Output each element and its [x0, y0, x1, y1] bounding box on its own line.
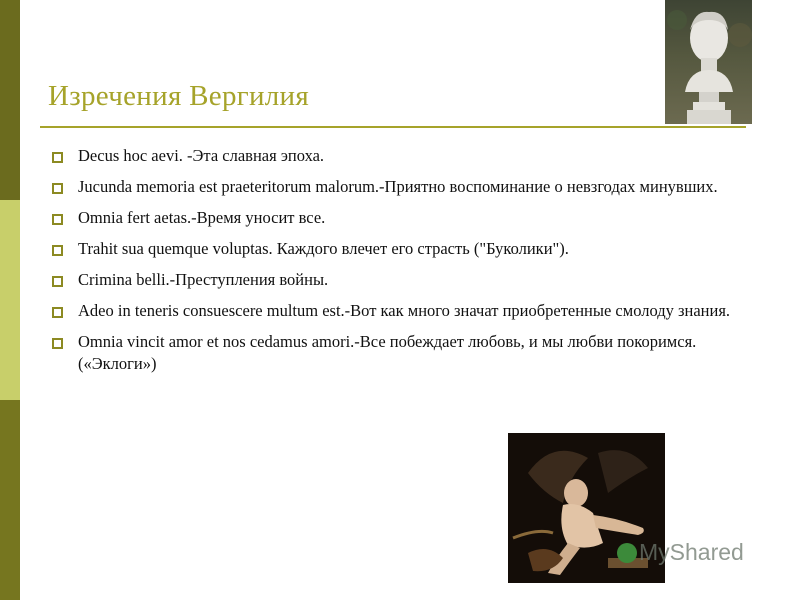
myshared-watermark: MyShared [617, 539, 744, 566]
square-bullet-icon [52, 152, 63, 163]
bullet-list [50, 145, 750, 384]
side-bar-top [0, 0, 20, 200]
list-item: Trahit sua quemque voluptas. Каждого влечет его страсть ("Буколики"). [50, 238, 750, 260]
side-bar-middle [0, 200, 20, 400]
square-bullet-icon [52, 307, 63, 318]
virgil-bust-image [665, 0, 752, 124]
square-bullet-icon [52, 245, 63, 256]
list-item: Decus hoc aevi. -Эта славная эпоха. [50, 145, 750, 167]
list-item: Omnia vincit amor et nos cedamus amori.-Все побеждает любовь, и мы любви покоримся.(«Эклоги») [50, 331, 750, 375]
list-item: Jucunda memoria est praeteritorum malorum.-Приятно воспоминание о невзгодах минувших. [50, 176, 750, 198]
square-bullet-icon [52, 276, 63, 287]
title-divider [40, 126, 746, 128]
list-item: Adeo in teneris consuescere multum est.-Вот как много значат приобретенные смолоду знания. [50, 300, 750, 322]
slide-title: Изречения Вергилия [48, 80, 309, 112]
myshared-logo-icon [617, 543, 637, 563]
square-bullet-icon [52, 183, 63, 194]
square-bullet-icon [52, 214, 63, 225]
list-item: Omnia fert aetas.-Время уносит все. [50, 207, 750, 229]
side-bar-bottom [0, 400, 20, 600]
square-bullet-icon [52, 338, 63, 349]
list-item: Crimina belli.-Преступления войны. [50, 269, 750, 291]
